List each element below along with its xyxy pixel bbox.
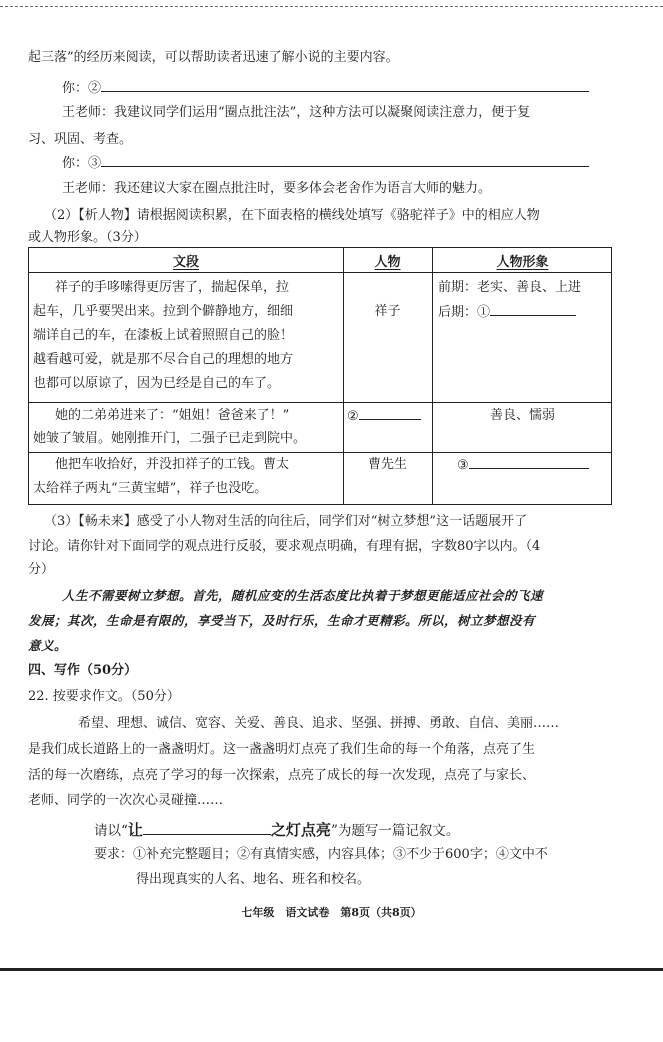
title-blank[interactable] (143, 820, 271, 835)
person-cell: 曹先生 (367, 457, 407, 472)
person-blank-label-2: ② (347, 409, 359, 424)
image-cell (457, 454, 589, 477)
requirements-line2: 得出现真实的人名、地名、班名和校名。 (136, 872, 371, 887)
table-divider (432, 248, 433, 504)
question-3-line3: 分） (28, 562, 55, 577)
answer-blank-table-2[interactable] (359, 405, 421, 420)
prompt-para-line4: 老师、同学的一次次心灵碰撞…… (28, 793, 224, 808)
question-22: 22. 按要求作文。（50分） (28, 689, 180, 704)
prompt-para-line3: 活的每一次磨练，点亮了学习的每一次探索，点亮了成长的每一次发现，点亮了与家长、 (28, 768, 536, 783)
blank-number-2: ② (88, 81, 102, 96)
page-footer: 七年级 语文试卷 第8页（共8页） (241, 906, 422, 919)
prompt-end: ”为题写一篇记叙文。 (330, 823, 460, 839)
teacher-remark-1b: 习、巩固、考查。 (28, 132, 133, 147)
passage-line: 她的二弟弟进来了：“姐姐！爸爸来了！” (55, 408, 290, 423)
intro-line: 起三落”的经历来阅读，可以帮助读者迅速了解小说的主要内容。 (28, 50, 399, 65)
question-3-line1: （3）【畅未来】感受了小人物对生活的向往后，同学们对“树立梦想”这一话题展开了 (44, 514, 528, 529)
table-divider (29, 452, 611, 453)
prompt-post: 之灯点亮 (270, 821, 331, 839)
viewpoint-line3: 意义。 (28, 638, 68, 653)
table-divider (29, 272, 611, 273)
person-cell (347, 405, 421, 428)
bottom-border (0, 968, 663, 971)
question-3-line2: 讨论。请你针对下面同学的观点进行反驳，要求观点明确，有理有据，字数80字以内。（4 (28, 539, 541, 554)
viewpoint-line1: 人生不需要树立梦想。首先，随机应变的生活态度比执着于梦想更能适应社会的飞速 (62, 588, 544, 603)
prompt-pre: 请以“ (94, 823, 128, 839)
passage-line: 他把车收拾好，并没扣祥子的工钱。曹太 (55, 457, 290, 472)
passage-line: 端详自己的车，在漆板上试着照照自己的脸！ (33, 328, 294, 343)
speaker-you: 你： (62, 156, 89, 171)
top-dashed-border (0, 6, 663, 7)
prompt-rang: 让 (127, 821, 143, 839)
answer-blank-1[interactable] (490, 301, 576, 316)
image-blank-label-1: 后期：① (438, 305, 491, 320)
passage-line: 越看越可爱，就是那不尽合自己的理想的地方 (33, 352, 294, 367)
essay-title-prompt (94, 820, 459, 840)
table-header-image: 人物形象 (496, 255, 549, 270)
passage-line: 祥子的手哆嗦得更厉害了，揣起保单，拉 (55, 280, 290, 295)
image-blank-label-3: ③ (457, 458, 469, 473)
answer-blank-table-3[interactable] (469, 454, 589, 469)
image-cell-early: 前期：老实、善良、上进 (438, 280, 582, 295)
answer-blank-3[interactable] (101, 152, 589, 167)
viewpoint-line2: 发展；其次，生命是有限的，享受当下，及时行乐，生命才更精彩。所以，树立梦想没有 (28, 613, 536, 628)
table-divider (29, 402, 611, 403)
speaker-you: 你： (62, 81, 89, 96)
image-cell: 善良、懦弱 (489, 408, 555, 423)
section-heading: 四、写作（50分） (28, 663, 138, 678)
table-header-person: 人物 (374, 255, 401, 270)
passage-line: 太给祥子两丸“三黄宝蜡”，祥子也没吃。 (33, 481, 268, 496)
prompt-para-line2: 是我们成长道路上的一盏盏明灯。这一盏盏明灯点亮了我们生命的每一个角落，点亮了生 (28, 742, 536, 757)
image-cell-late (438, 301, 576, 324)
prompt-para-line1: 希望、理想、诚信、宽容、关爱、善良、追求、坚强、拼搏、勇敢、自信、美丽…… (78, 716, 560, 731)
teacher-remark-1a: 王老师：我建议同学们运用“圈点批注法”，这种方法可以凝聚阅读注意力，便于复 (62, 105, 531, 120)
blank-number-3: ③ (88, 156, 102, 171)
requirements-line1: 要求：①补充完整题目；②有真情实感，内容具体；③不少于600字；④文中不 (94, 847, 548, 862)
passage-line: 她皱了皱眉。她刚推开门，二强子已走到院中。 (33, 431, 307, 446)
teacher-remark-2: 王老师：我还建议大家在圈点批注时，要多体会老舍作为语言大师的魅力。 (62, 181, 492, 196)
answer-line-2 (62, 77, 589, 98)
character-table (28, 247, 612, 505)
question-2-title: （2）【析人物】请根据阅读积累，在下面表格的横线处填写《骆驼祥子》中的相应人物 (44, 208, 540, 223)
passage-line: 起车，几乎要哭出来。拉到个僻静地方，细细 (33, 304, 294, 319)
answer-blank-2[interactable] (101, 77, 589, 92)
question-2-title-cont: 或人物形象。（3分） (28, 230, 147, 245)
table-header-passage: 文段 (172, 255, 199, 270)
person-cell: 祥子 (374, 304, 401, 319)
passage-line: 也都可以原谅了，因为已经是自己的车了。 (33, 376, 281, 391)
answer-line-3 (62, 152, 589, 173)
